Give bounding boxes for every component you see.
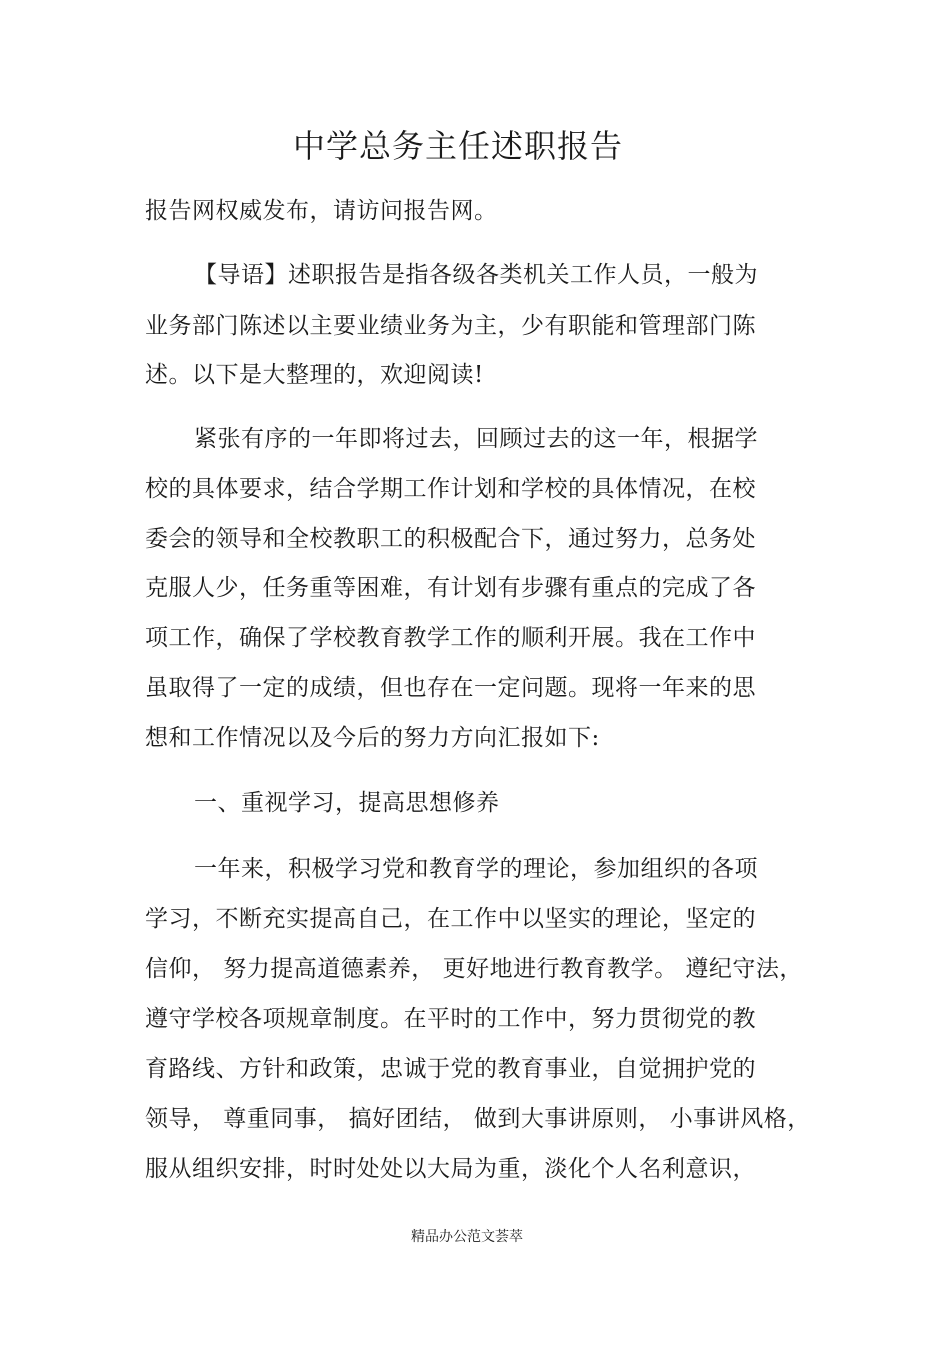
text-line-para2-4: 遵守学校各项规章制度。在平时的工作中，努力贯彻党的教: [145, 1006, 756, 1032]
text-line-para2-7: 服从组织安排，时时处处以大局为重，淡化个人名利意识，: [145, 1156, 756, 1182]
page-footer: 精品办公范文荟萃: [411, 1229, 523, 1245]
text-line-para2-1: 一年来，积极学习党和教育学的理论，参加组织的各项: [194, 856, 758, 882]
text-line-intro-2: 业务部门陈述以主要业绩业务为主，少有职能和管理部门陈: [145, 313, 756, 339]
text-line-para2-5: 育路线、方针和政策，忠诚于党的教育事业，自觉拥护党的: [145, 1056, 756, 1082]
text-line-intro-1: 【导语】述职报告是指各级各类机关工作人员，一般为: [194, 262, 758, 288]
text-line-para1-2: 校的具体要求，结合学期工作计划和学校的具体情况，在校: [145, 476, 756, 502]
text-line-source: 报告网权威发布，请访问报告网。: [145, 198, 498, 224]
text-line-para1-5: 项工作，确保了学校教育教学工作的顺利开展。我在工作中: [145, 625, 756, 651]
text-line-para1-4: 克服人少，任务重等困难，有计划有步骤有重点的完成了各: [145, 575, 756, 601]
text-line-intro-3: 述。以下是大整理的，欢迎阅读!: [145, 362, 484, 388]
text-line-para1-7: 想和工作情况以及今后的努力方向汇报如下:: [145, 725, 600, 751]
document-title: 中学总务主任述职报告: [292, 127, 623, 165]
section-heading: 一、重视学习，提高思想修养: [194, 790, 500, 816]
text-line-para2-6: 领导， 尊重同事， 搞好团结， 做到大事讲原则， 小事讲风格，: [145, 1106, 811, 1132]
text-line-para2-2: 学习，不断充实提高自己，在工作中以坚实的理论，坚定的: [145, 906, 756, 932]
text-line-para1-3: 委会的领导和全校教职工的积极配合下，通过努力，总务处: [145, 526, 756, 552]
text-line-para1-6: 虽取得了一定的成绩，但也存在一定问题。现将一年来的思: [145, 675, 756, 701]
text-line-para1-1: 紧张有序的一年即将过去，回顾过去的这一年，根据学: [194, 426, 758, 452]
text-line-para2-3: 信仰， 努力提高道德素养， 更好地进行教育教学。 遵纪守法，: [145, 956, 803, 982]
